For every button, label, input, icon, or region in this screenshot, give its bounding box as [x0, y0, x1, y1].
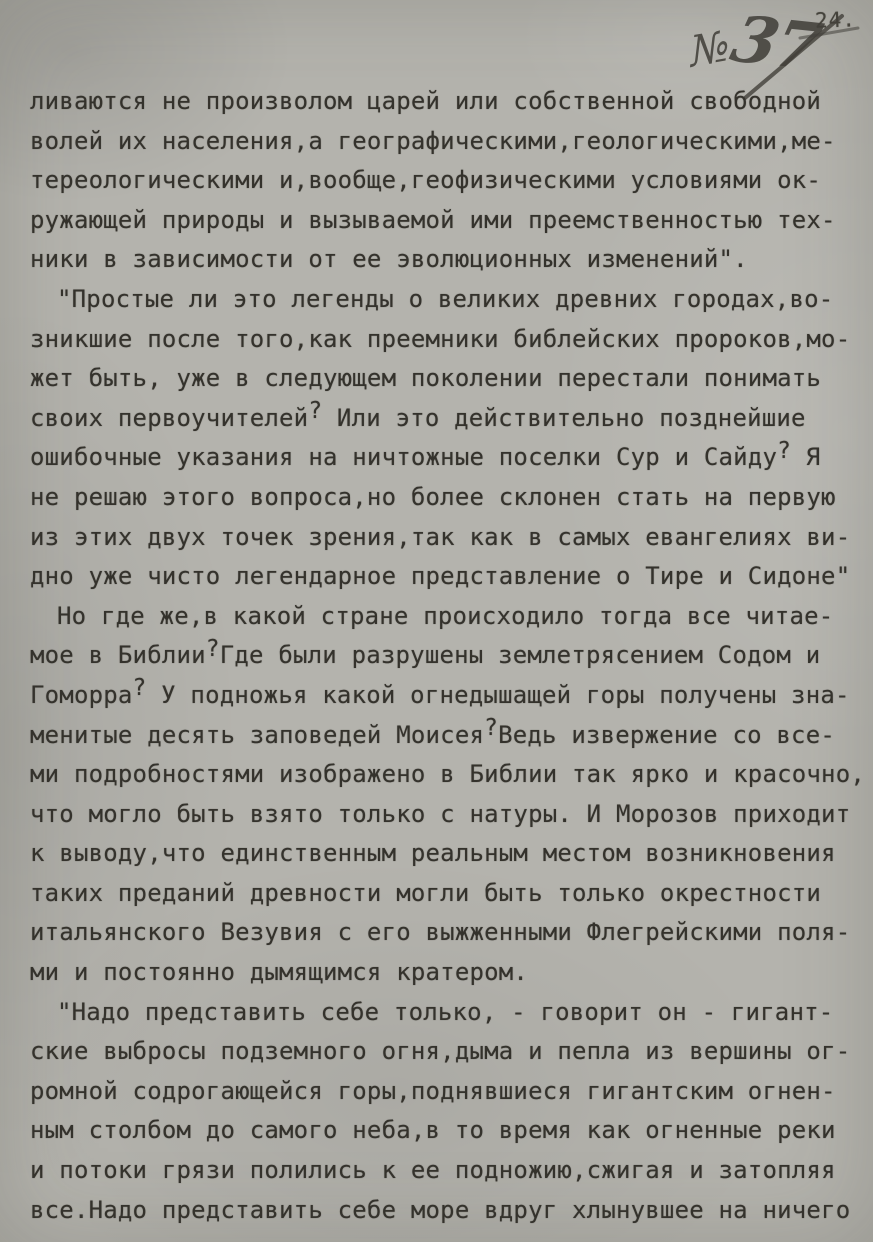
text-line: волей их населения,а географическими,геологическими,ме- [30, 126, 836, 155]
text-line: менитые десять заповедей Моисея?Ведь извержение со все- [30, 714, 836, 749]
text-line: жет быть, уже в следующем поколении перестали понимать [30, 364, 822, 393]
text-line: все.Надо представить себе море вдруг хлынувшее на ничего [30, 1195, 851, 1224]
text-line: ным столбом до самого неба,в то время как огненные реки [30, 1116, 836, 1145]
text-line paragraph-start: "Надо представить себе только, - говорит он - гигант- [57, 997, 834, 1026]
text-line: тереологическими и,вообще,геофизическими условиями ок- [30, 166, 822, 195]
text-line: Гоморра? У подножья какой огнедышащей горы получены зна- [30, 675, 850, 709]
typewritten-text-block [30, 82, 866, 1230]
text-line: ми подробностями изображено в Библии так ярко и красочно, [30, 760, 866, 789]
handwritten-page-number: 37 [724, 2, 827, 85]
text-line: ружающей природы и вызываемой ими преемственностью тех- [30, 205, 836, 234]
text-line: дно уже чисто легендарное представление о Тире и Сидоне" [30, 562, 851, 591]
text-line: из этих двух точек зрения,так как в самых евангелиях ви- [30, 522, 851, 551]
text-line: к выводу,что единственным реальным местом возникновения [30, 839, 836, 868]
text-line: ошибочные указания на ничтожные поселки Сур и Сайду? Я [30, 437, 821, 472]
text-line: мое в Библии?Где были разрушены землетрясением Содом и [30, 635, 821, 670]
text-line: ники в зависимости от ее эволюционных изменений". [30, 245, 748, 274]
text-line: ромной содрогающейся горы,поднявшиеся гигантским огнен- [30, 1076, 836, 1105]
text-line paragraph-start: "Простые ли это легенды о великих древних городах,во- [57, 284, 834, 313]
typed-page-number: 24. [814, 7, 857, 33]
handwritten-number-sign: № [688, 20, 732, 77]
text-line: итальянского Везувия с его выжженными Флегрейскими поля- [30, 918, 851, 947]
text-line: своих первоучителей? Или это действительно позднейшие [30, 398, 806, 432]
text-line: ские выбросы подземного огня,дыма и пепла из вершины ог- [30, 1037, 851, 1066]
text-line: не решаю этого вопроса,но более склонен стать на первую [30, 482, 836, 511]
text-line: зникшие после того,как преемники библейских пророков,мо- [30, 324, 851, 353]
text-line: ливаются не произволом царей или собственной свободной [30, 87, 822, 115]
text-line: таких преданий древности могли быть только окрестности [30, 878, 822, 907]
text-line: и потоки грязи полились к ее подножию,сжигая и затопляя [30, 1156, 836, 1185]
text-line paragraph-start: Но где же,в какой стране происходило тогда все читае- [57, 601, 834, 630]
text-line: что могло быть взято только с натуры. И Морозов приходит [30, 799, 851, 828]
text-line: ми и постоянно дымящимся кратером. [30, 958, 529, 987]
